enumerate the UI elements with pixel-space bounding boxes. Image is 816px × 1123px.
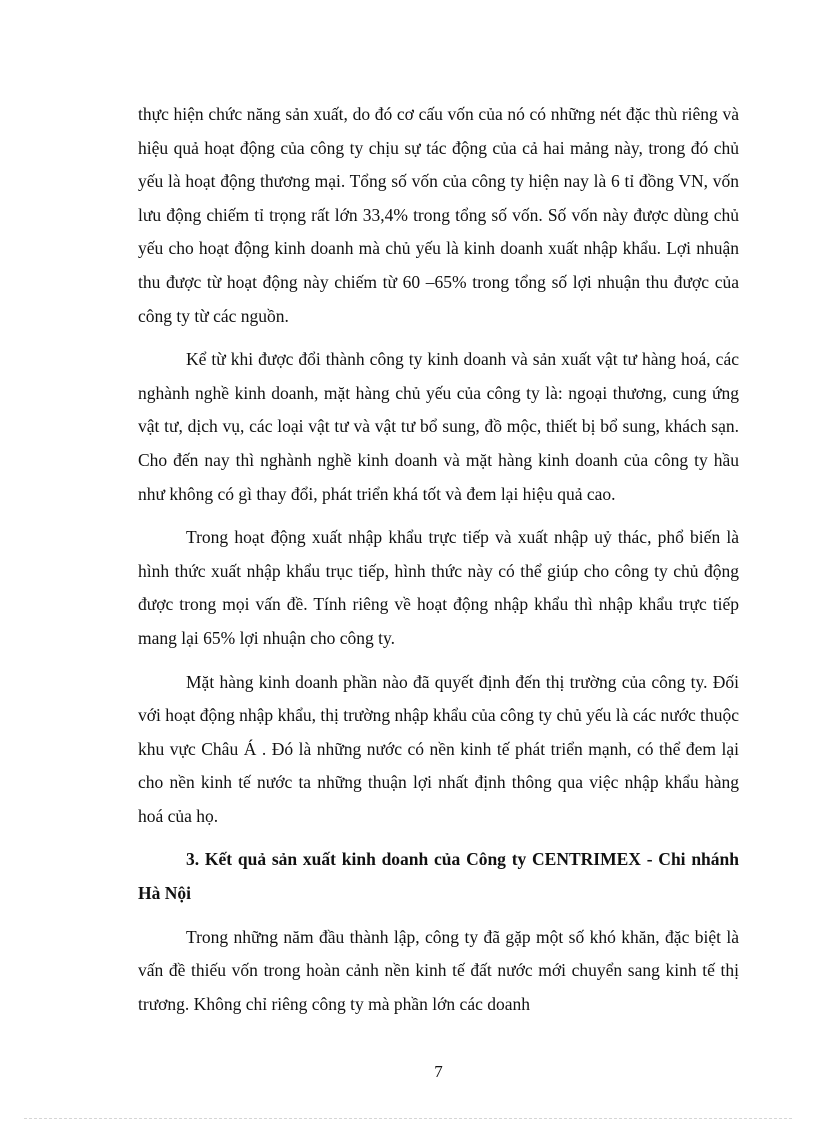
paragraph-import-markets: Mặt hàng kinh doanh phần nào đã quyết định đến thị trường của công ty. Đối với hoạt động nhập khẩu, thị trường nhập khẩu của công ty chủ yếu là các nước thuộc khu vực Châu Á . Đó là những nước có nền kinh tế phát triển mạnh, có thể đem lại cho nền kinh tế nước ta những thuận lợi nhất định thông qua việc nhập khẩu hàng hoá của họ.: [138, 671, 739, 826]
body-text: [138, 98, 739, 1031]
paragraph-early-years: Trong những năm đầu thành lập, công ty đã gặp một số khó khăn, đặc biệt là vấn đề thiếu vốn trong hoàn cảnh nền kinh tế đất nước mới chuyển sang kinh tế thị trương. Không chỉ riêng công ty mà phần lớn các doanh: [138, 926, 739, 1014]
page-number: 7: [434, 1062, 443, 1081]
paragraph-capital-structure: thực hiện chức năng sản xuất, do đó cơ cấu vốn của nó có những nét đặc thù riêng và hiệu quả hoạt động của công ty chịu sự tác động của cả hai mảng này, trong đó chủ yếu là hoạt động thương mại. Tổng số vốn của công ty hiện nay là 6 tỉ đồng VN, vốn lưu động chiếm tỉ trọng rất lớn 33,4% trong tổng số vốn. Số vốn này được dùng chủ yếu cho hoạt động kinh doanh mà chủ yếu là kinh doanh xuất nhập khẩu. Lợi nhuận thu được từ hoạt động này chiếm từ 60 –65% trong tổng số lợi nhuận thu được của công ty từ các nguồn.: [138, 104, 739, 326]
section-heading: 3. Kết quả sản xuất kinh doanh của Công ty CENTRIMEX - Chi nhánh Hà Nội: [138, 849, 739, 904]
paragraph-business-lines: Kể từ khi được đổi thành công ty kinh doanh và sản xuất vật tư hàng hoá, các nghành nghề kinh doanh, mặt hàng chủ yếu của công ty là: ngoại thương, cung ứng vật tư, dịch vụ, các loại vật tư và vật tư bổ sung, đồ mộc, thiết bị bổ sung, khách sạn. Cho đến nay thì nghành nghề kinh doanh và mặt hàng kinh doanh của công ty hầu như không có gì thay đổi, phát triển khá tốt và đem lại hiệu quả cao.: [138, 349, 739, 504]
paragraph-direct-import: Trong hoạt động xuất nhập khẩu trực tiếp và xuất nhập uỷ thác, phổ biến là hình thức xuất nhập khẩu trục tiếp, hình thức này có thể giúp cho công ty chủ động được trong mọi vấn đề. Tính riêng về hoạt động nhập khẩu thì nhập khẩu trực tiếp mang lại 65% lợi nhuận cho công ty.: [138, 527, 739, 648]
page-bottom-divider: [24, 1118, 792, 1119]
